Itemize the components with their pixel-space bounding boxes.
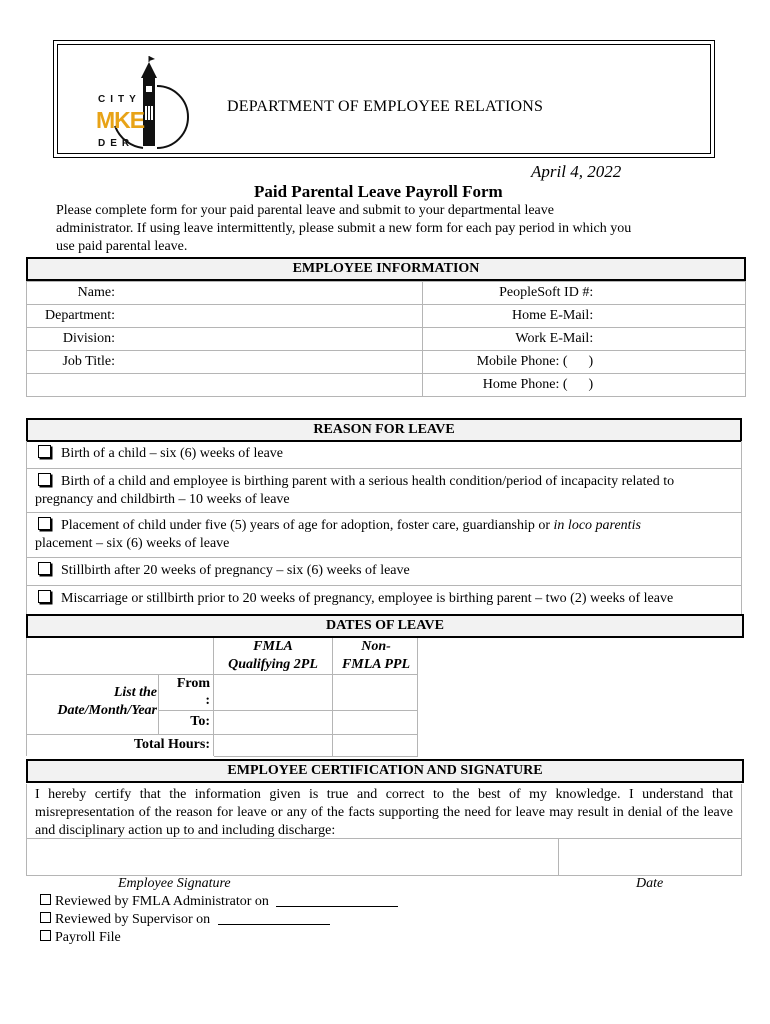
supervisor-review-date-line[interactable] — [218, 912, 330, 925]
table-row — [27, 351, 746, 374]
city-mke-der-logo — [95, 56, 190, 156]
fmla-column-header — [216, 638, 330, 674]
payroll-file-row — [40, 930, 121, 946]
reason-placement-label-b: placement – six (6) weeks of leave — [35, 536, 230, 551]
intro-line: administrator. If using leave intermittently, please submit a new form for each pay period in which you — [56, 221, 632, 236]
checkbox-payroll-file[interactable] — [40, 930, 51, 941]
non-fmla-to-input[interactable] — [334, 712, 416, 733]
reason-birth-label: Birth of a child – six (6) weeks of leave — [61, 446, 283, 461]
job-title-label: Job Title: — [62, 354, 115, 369]
job-title-field[interactable] — [27, 351, 423, 374]
payroll-file-label: Payroll File — [55, 930, 121, 945]
reason-option-placement[interactable] — [26, 513, 742, 558]
name-field[interactable] — [27, 282, 423, 305]
non-fmla-total-hours-input[interactable] — [334, 736, 416, 755]
fmla-total-hours-input[interactable] — [215, 736, 331, 755]
from-label-line1: From — [176, 676, 210, 691]
reason-for-leave-heading: REASON FOR LEAVE — [26, 418, 742, 442]
from-label-line2: : — [205, 693, 210, 708]
home-email-field[interactable] — [423, 305, 746, 328]
table-row — [27, 374, 746, 397]
checkbox-reviewed-fmla[interactable] — [40, 894, 51, 905]
reason-birthing-parent-label: Birth of a child and employee is birthing parent with a serious health condition/period of incapacity related to pregnancy and childbirth – 10 weeks of leave — [35, 474, 675, 507]
signature-box[interactable] — [26, 838, 742, 876]
fmla-to-input[interactable] — [215, 712, 331, 733]
intro-line: Please complete form for your paid parental leave and submit to your departmental leave — [56, 203, 554, 218]
fmla-header-line1: FMLA — [253, 639, 293, 654]
reviewed-fmla-label: Reviewed by FMLA Administrator on — [55, 894, 269, 909]
table-row — [27, 328, 746, 351]
blank-field[interactable] — [27, 374, 423, 397]
logo-mke-text: MKE — [96, 107, 145, 133]
checkbox-birthing-parent[interactable] — [38, 473, 51, 486]
table-row — [27, 305, 746, 328]
non-fmla-column-header — [334, 638, 418, 674]
intro-text — [56, 202, 696, 256]
department-title: DEPARTMENT OF EMPLOYEE RELATIONS — [227, 98, 544, 115]
work-email-field[interactable] — [423, 328, 746, 351]
checkbox-reviewed-supervisor[interactable] — [40, 912, 51, 923]
reason-miscarriage-label: Miscarriage or stillbirth prior to 20 weeks of pregnancy, employee is birthing parent – two (2) weeks of leave — [61, 591, 674, 606]
department-field[interactable] — [27, 305, 423, 328]
reviewed-fmla-row — [40, 894, 398, 910]
checkbox-miscarriage[interactable] — [38, 590, 51, 603]
to-label: To: — [190, 714, 210, 729]
employee-info-table — [26, 281, 746, 397]
certification-text: I hereby certify that the information given is true and correct to the best of my knowledge. I understand that misrepresentation of the reason for leave or any of the facts supporting the need for leave may result in denial of the leave and disciplinary action up to and including discharge: — [26, 784, 742, 842]
list-date-line1: List the — [113, 685, 157, 700]
intro-line: use paid parental leave. — [56, 239, 188, 254]
list-date-line2: Date/Month/Year — [57, 703, 157, 718]
division-label: Division: — [62, 331, 115, 346]
work-email-label: Work E-Mail: — [515, 331, 594, 346]
fmla-from-input[interactable] — [215, 676, 331, 709]
peoplesoft-id-label: PeopleSoft ID #: — [499, 285, 594, 300]
non-fmla-from-input[interactable] — [334, 676, 416, 709]
checkbox-placement[interactable] — [38, 517, 51, 530]
division-field[interactable] — [27, 328, 423, 351]
certification-heading: EMPLOYEE CERTIFICATION AND SIGNATURE — [26, 759, 744, 783]
fmla-header-line2: Qualifying 2PL — [228, 657, 318, 672]
list-date-label — [26, 684, 157, 720]
reason-placement-label-a: Placement of child under five (5) years of age for adoption, foster care, guardianship or — [61, 518, 554, 533]
form-date: April 4, 2022 — [531, 162, 622, 181]
logo-der-text: DER — [98, 138, 135, 149]
mobile-phone-label: Mobile Phone: ( ) — [476, 354, 594, 369]
reviewed-supervisor-row — [40, 912, 330, 928]
home-email-label: Home E-Mail: — [511, 308, 594, 323]
home-phone-label: Home Phone: ( ) — [482, 377, 594, 392]
peoplesoft-id-field[interactable] — [423, 282, 746, 305]
table-row — [27, 282, 746, 305]
name-label: Name: — [77, 285, 115, 300]
department-label: Department: — [45, 308, 115, 323]
fmla-review-date-line[interactable] — [276, 894, 398, 907]
reason-option-miscarriage[interactable] — [26, 586, 742, 614]
reason-option-birthing-parent[interactable] — [26, 469, 742, 513]
employee-signature-label: Employee Signature — [118, 876, 231, 891]
non-fmla-header-line2: FMLA PPL — [341, 657, 411, 672]
reason-stillbirth-after-label: Stillbirth after 20 weeks of pregnancy – six (6) weeks of leave — [61, 563, 410, 578]
form-title: Paid Parental Leave Payroll Form — [254, 182, 503, 201]
dates-grid — [26, 638, 418, 756]
reason-option-birth[interactable] — [26, 441, 742, 469]
home-phone-field[interactable] — [423, 374, 746, 397]
logo-city-text: CITY — [98, 94, 141, 105]
reviewed-supervisor-label: Reviewed by Supervisor on — [55, 912, 211, 927]
reason-option-stillbirth-after[interactable] — [26, 558, 742, 586]
total-hours-label: Total Hours: — [133, 737, 210, 752]
employee-information-heading: EMPLOYEE INFORMATION — [26, 257, 746, 281]
reason-placement-latin: in loco parentis — [553, 518, 641, 533]
dates-of-leave-heading: DATES OF LEAVE — [26, 614, 744, 638]
mobile-phone-field[interactable] — [423, 351, 746, 374]
signature-divider — [558, 838, 559, 876]
checkbox-stillbirth-after[interactable] — [38, 562, 51, 575]
from-label — [160, 675, 210, 709]
checkbox-birth[interactable] — [38, 445, 51, 458]
date-label: Date — [636, 876, 664, 891]
non-fmla-header-line1: Non- — [361, 639, 391, 654]
